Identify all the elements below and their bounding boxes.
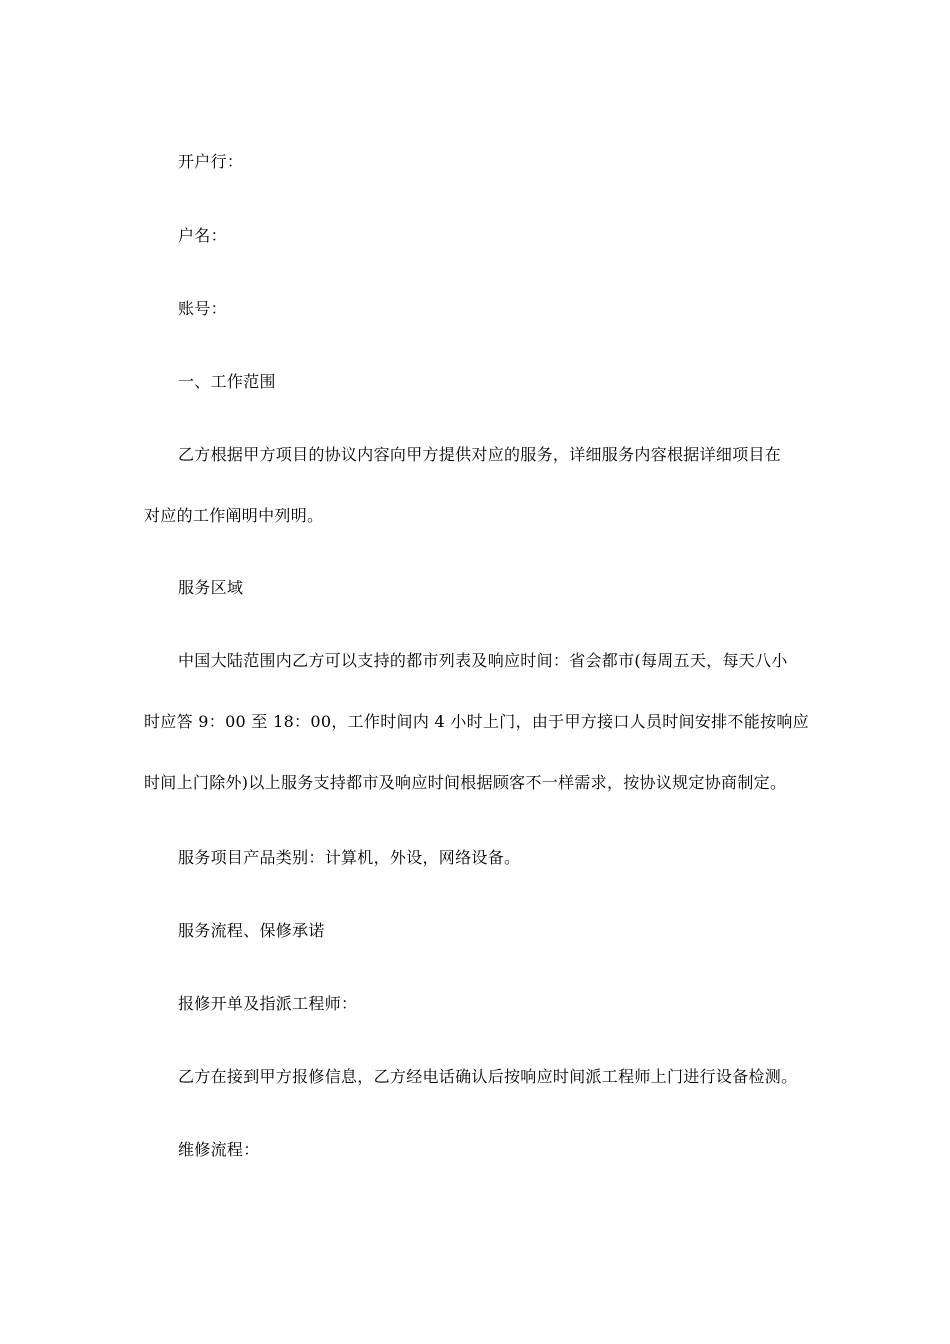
dispatch-paragraph: 乙方在接到甲方报修信息，乙方经电话确认后按响应时间派工程师上门进行设备检测。 bbox=[178, 1067, 798, 1086]
account-name-field-label: 户名： bbox=[178, 226, 227, 245]
product-categories-line: 服务项目产品类别：计算机，外设，网络设备。 bbox=[178, 848, 521, 867]
scope-paragraph-line-2: 对应的工作阐明中列明。 bbox=[144, 506, 324, 525]
dispatch-heading: 报修开单及指派工程师： bbox=[178, 994, 358, 1013]
service-area-paragraph-line-1: 中国大陆范围内乙方可以支持的都市列表及响应时间：省会都市(每周五天，每天八小 bbox=[178, 651, 788, 670]
account-number-field-label: 账号： bbox=[178, 299, 227, 318]
process-heading: 服务流程、保修承诺 bbox=[178, 921, 325, 940]
repair-process-heading: 维修流程： bbox=[178, 1140, 260, 1159]
service-area-heading: 服务区域 bbox=[178, 578, 244, 597]
section-heading-work-scope: 一、工作范围 bbox=[178, 372, 276, 391]
service-area-paragraph-line-3: 时间上门除外)以上服务支持都市及响应时间根据顾客不一样需求，按协议规定协商制定。 bbox=[144, 773, 787, 792]
service-area-paragraph-line-2: 时应答 9：00 至 18：00，工作时间内 4 小时上门，由于甲方接口人员时间安排不能按响应 bbox=[144, 712, 809, 731]
scope-paragraph-line-1: 乙方根据甲方项目的协议内容向甲方提供对应的服务，详细服务内容根据详细项目在 bbox=[178, 445, 782, 464]
bank-field-label: 开户行： bbox=[178, 152, 244, 171]
